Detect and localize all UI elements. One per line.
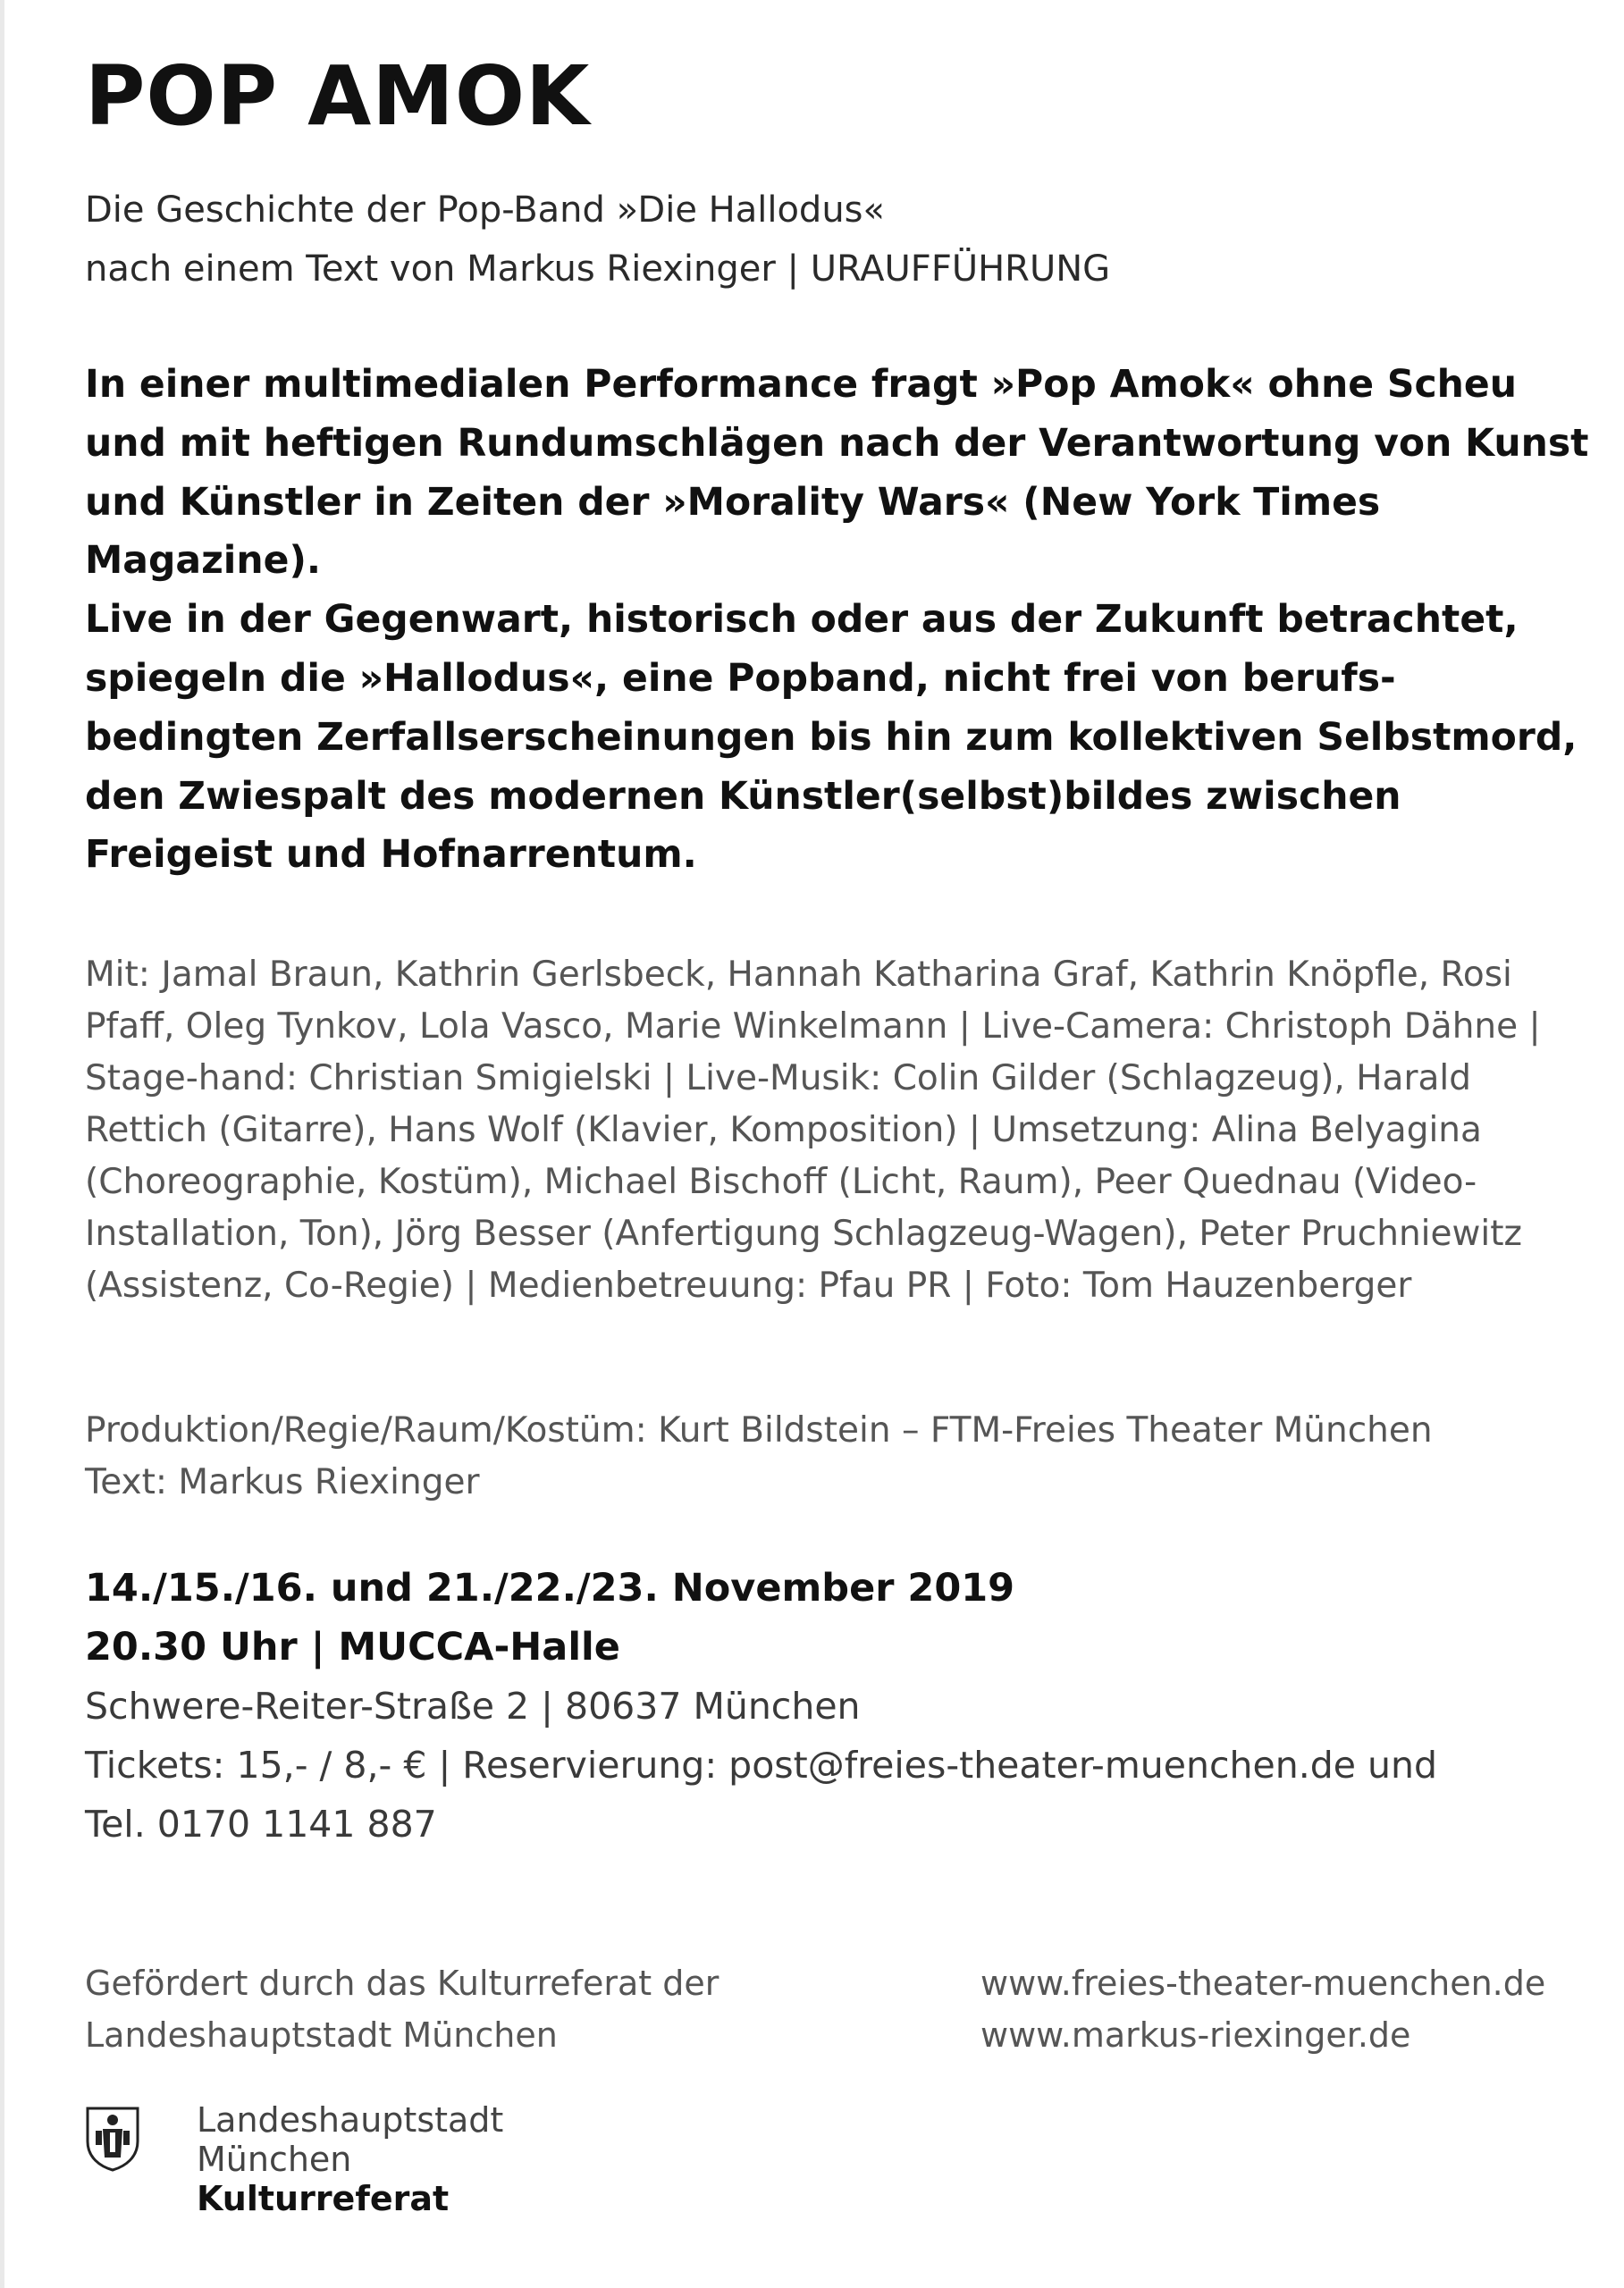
logo-line-3: Kulturreferat <box>197 2179 450 2218</box>
phone-number: Tel. 0170 1141 887 <box>85 1803 437 1846</box>
logo-line-2: München <box>197 2140 352 2179</box>
munich-coat-of-arms-icon <box>85 2106 140 2172</box>
time-venue-line: 20.30 Uhr | MUCCA-Halle <box>85 1625 620 1670</box>
funding-note <box>85 1957 719 2061</box>
production-credits <box>85 1405 1604 1509</box>
intro-paragraph-1: In einer multimedialen Performance fragt »Pop Amok« ohne Scheu und mit heftigen Rundumschlägen nach der Verantwortung von Kunst und Künstler in Zeiten der »Morality Wars« (New York Times Magazine). <box>85 363 1589 584</box>
website-links <box>980 1957 1545 2061</box>
production-line-2: Text: Markus Riexinger <box>85 1462 480 1502</box>
subtitle-line-2: nach einem Text von Markus Riexinger | URAUFFÜHRUNG <box>85 248 1111 290</box>
ticket-info: Tickets: 15,- / 8,- € | Reservierung: post@freies-theater-muenchen.de und <box>85 1744 1438 1787</box>
website-link-author[interactable]: www.markus-riexinger.de <box>980 2015 1411 2055</box>
intro-text <box>85 356 1595 885</box>
production-line-1: Produktion/Regie/Raum/Kostüm: Kurt Bildstein – FTM-Freies Theater München <box>85 1410 1433 1451</box>
cast-credits: Mit: Jamal Braun, Kathrin Gerlsbeck, Hannah Katharina Graf, Kathrin Knöpfle, Rosi Pfaff, Oleg Tynkov, Lola Vasco, Marie Winkelmann | Live-Camera: Christoph Dähne | Stage-hand: Christian Smigielski | Live-Musik: Colin Gilder (Schlagzeug), Harald Rettich (Gitarre), Hans Wolf (Klavier, Komposition) | Umsetzung: Alina Belyagina (Choreographie, Kostüm), Michael Bischoff (Licht, Raum), Peer Quednau (Video-Installation, Ton), Jörg Besser (Anfertigung Schlagzeug-Wagen), Peter Pruchniewitz (Assistenz, Co-Regie) | Medienbetreuung: Pfau PR | Foto: Tom Hauzenberger <box>85 955 1541 1306</box>
page-edge <box>0 0 4 2288</box>
funding-line-2: Landeshauptstadt München <box>85 2015 558 2055</box>
website-link-theater[interactable]: www.freies-theater-muenchen.de <box>980 1964 1546 2003</box>
performance-dates <box>85 1559 1014 1677</box>
dates-line: 14./15./16. und 21./22./23. November 2019 <box>85 1566 1015 1611</box>
subtitle <box>85 181 1110 299</box>
venue-address: Schwere-Reiter-Straße 2 | 80637 München <box>85 1685 861 1728</box>
page-title: POP AMOK <box>85 48 591 144</box>
funding-line-1: Gefördert durch das Kulturreferat der <box>85 1964 719 2003</box>
venue-info <box>85 1677 1604 1854</box>
subtitle-line-1: Die Geschichte der Pop-Band »Die Hallodus« <box>85 189 885 231</box>
city-logo-text <box>197 2100 503 2218</box>
logo-line-1: Landeshauptstadt <box>197 2100 504 2140</box>
intro-paragraph-2: Live in der Gegenwart, historisch oder aus der Zukunft betrachtet, spiegeln die »Hallodus«, eine Popband, nicht frei von berufs-bedingten Zerfallserscheinungen bis hin zum kollektiven Selbstmord, den Zwiespalt des modernen Künstler(selbst)bildes zwischen Freigeist und Hofnarrentum. <box>85 598 1578 878</box>
